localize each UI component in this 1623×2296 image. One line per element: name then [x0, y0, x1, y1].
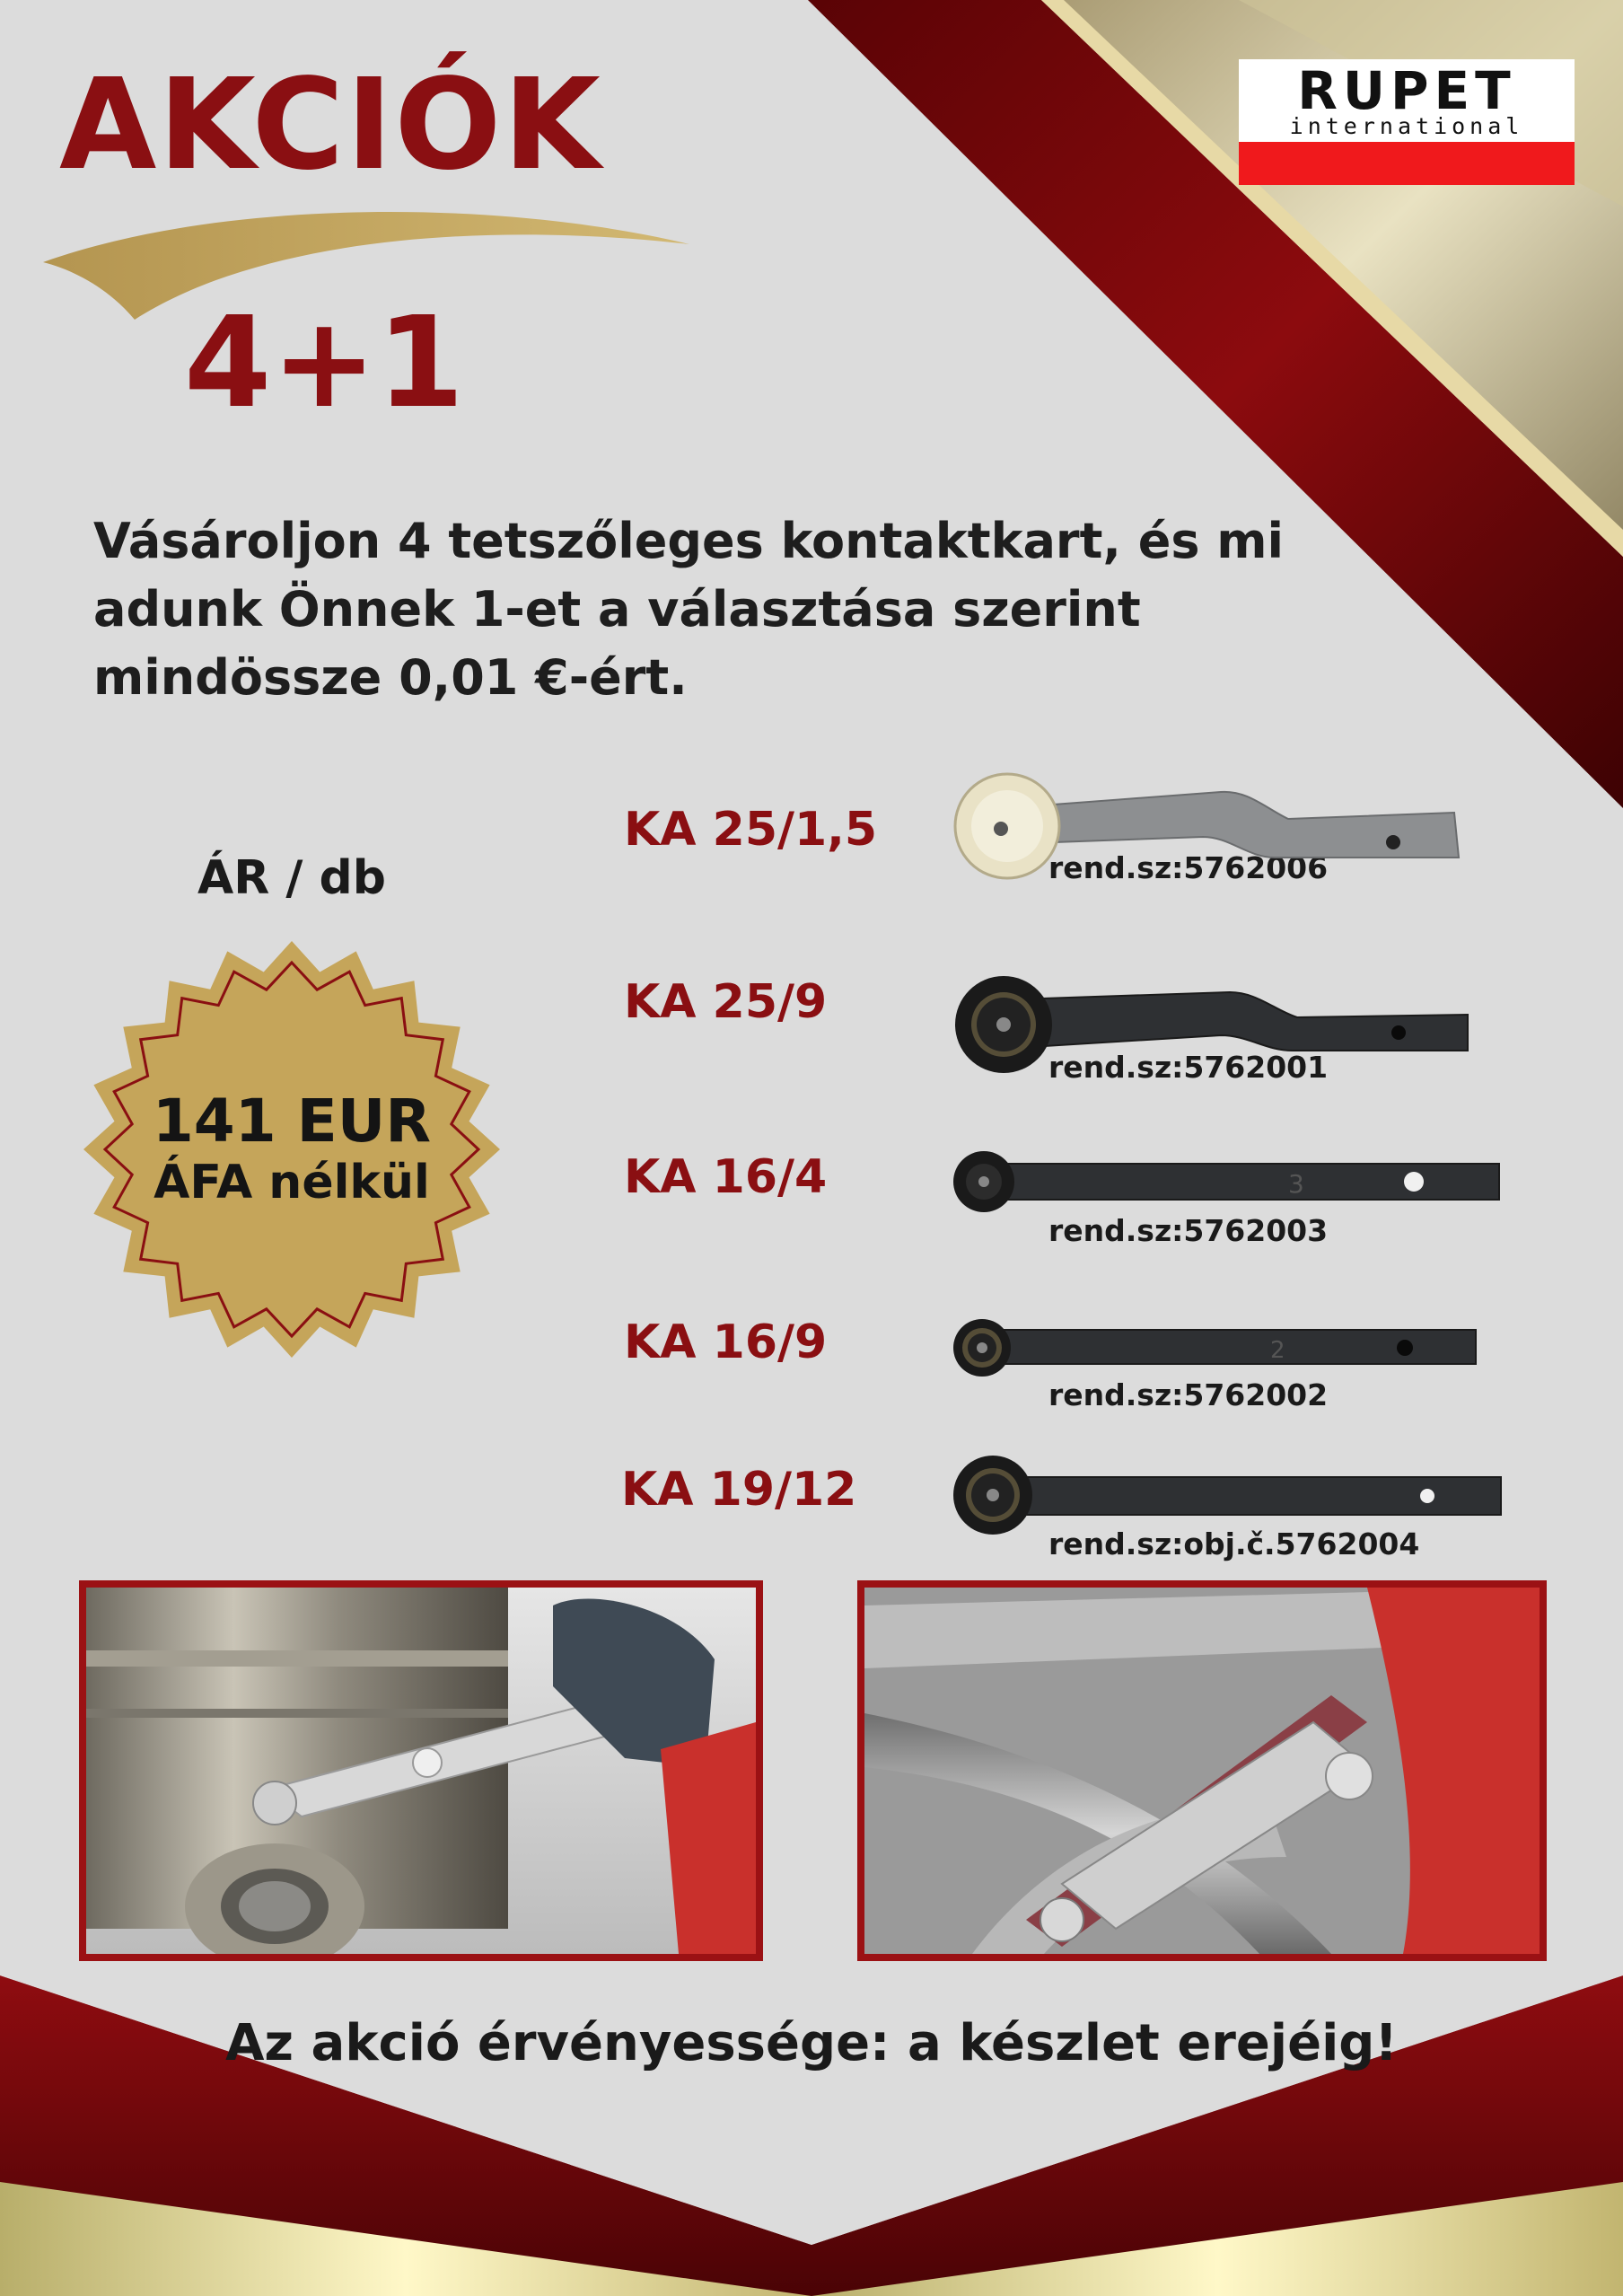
price-label: ÁR / db	[197, 851, 386, 905]
contact-arm-image	[952, 1149, 1508, 1221]
photo-steel-tank-icon	[86, 1588, 756, 1954]
product-ref: rend.sz:5762002	[1048, 1377, 1329, 1412]
brand-logo	[1239, 59, 1575, 185]
product-name: KA 25/9	[624, 975, 828, 1029]
contact-arm-image	[952, 772, 1472, 880]
product-name: KA 19/12	[621, 1463, 857, 1517]
offer-validity-note: Az akció érvényessége: a készlet erejéig!	[225, 2014, 1398, 2072]
contact-arm-image	[952, 1315, 1490, 1387]
product-ref: rend.sz:5762001	[1048, 1050, 1329, 1085]
price-vat-note: ÁFA nélkül	[154, 1156, 430, 1210]
product-name: KA 16/4	[624, 1150, 828, 1204]
offer-description: Vásároljon 4 tetszőleges kontaktkart, és mi adunk Önnek 1-et a választása szerint mindössze 0,01 €-ért.	[93, 513, 1285, 706]
photo-belt-grinding-icon	[864, 1588, 1540, 1954]
product-ref: rend.sz:5762003	[1048, 1213, 1329, 1248]
price-badge	[81, 938, 503, 1360]
product-name: KA 25/1,5	[624, 803, 878, 857]
product-name: KA 16/9	[624, 1315, 828, 1369]
contact-arm-image	[952, 1450, 1508, 1549]
contact-arm-image	[952, 974, 1472, 1085]
product-photo-application-1	[79, 1580, 763, 1961]
logo-name: RUPET	[1297, 60, 1516, 121]
page-title: AKCIÓK	[59, 52, 602, 198]
product-ref: rend.sz:obj.č.5762004	[1048, 1526, 1420, 1561]
product-ref: rend.sz:5762006	[1048, 850, 1329, 885]
price-amount: 141 EUR	[152, 1086, 432, 1156]
logo-subtitle: international	[1289, 113, 1524, 139]
svg-text:2: 2	[1270, 1337, 1285, 1364]
product-photo-application-2	[857, 1580, 1547, 1961]
offer-headline: 4+1	[184, 290, 465, 436]
svg-text:3: 3	[1288, 1169, 1304, 1199]
